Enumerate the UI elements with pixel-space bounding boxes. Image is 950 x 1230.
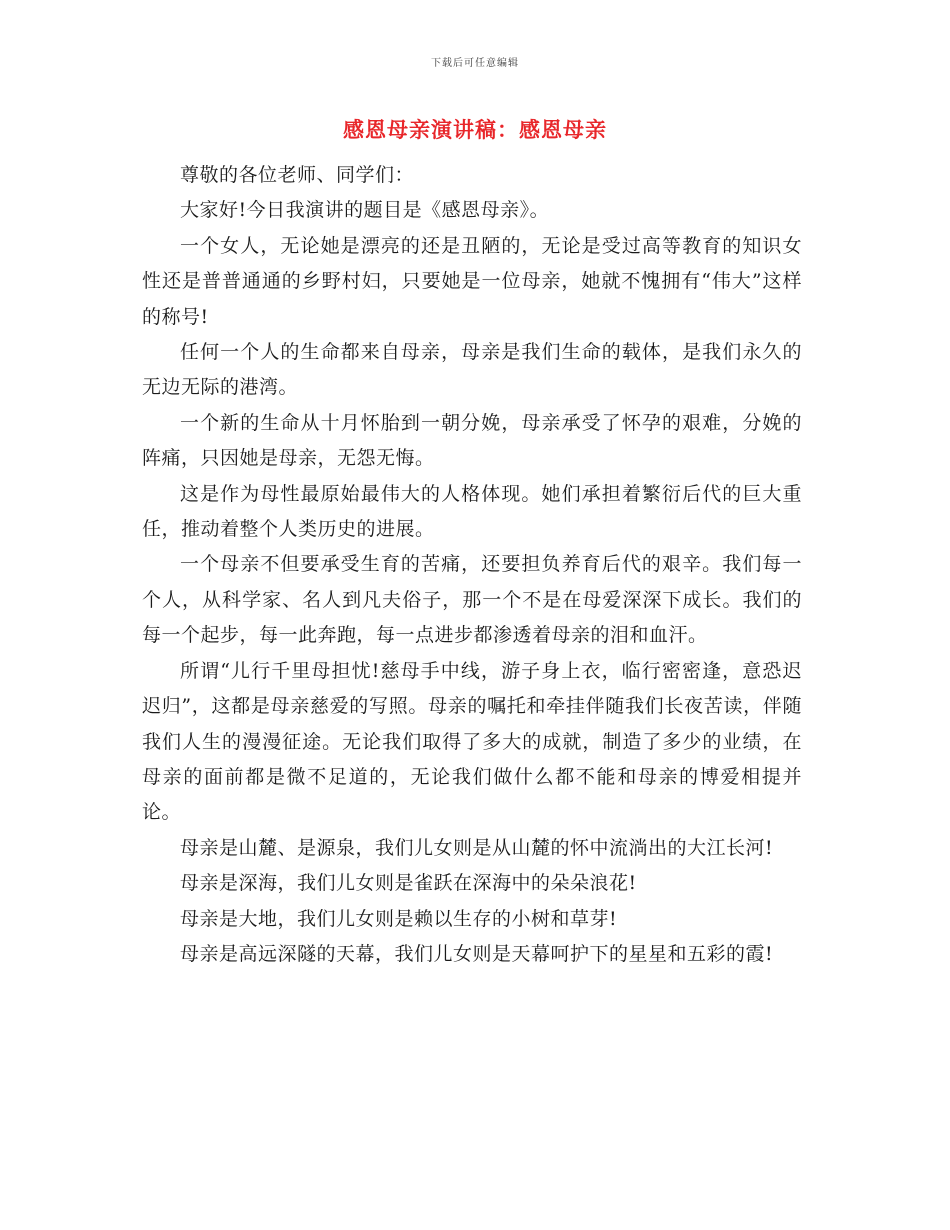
header-note: 下载后可任意编辑 — [431, 58, 519, 69]
paragraph: 所谓“儿行千里母担忧!慈母手中线，游子身上衣，临行密密逢，意恐迟迟归”，这都是母亲慈爱的写照。母亲的嘱托和牵挂伴随我们长夜苦读，伴随我们人生的漫漫征途。无论我们取得了多大的成就，制造了多少的业绩，在母亲的面前都是微不足道的，无论我们做什么都不能和母亲的博爱相提并论。 — [142, 659, 802, 824]
paragraph: 母亲是深海，我们儿女则是雀跃在深海中的朵朵浪花! — [180, 872, 637, 895]
paragraph: 母亲是山麓、是源泉，我们儿女则是从山麓的怀中流淌出的大江长河! — [180, 836, 774, 859]
paragraph: 大家好!今日我演讲的题目是《感恩母亲》。 — [180, 199, 550, 222]
paragraph: 尊敬的各位老师、同学们： — [180, 164, 415, 186]
paragraph: 一个女人，无论她是漂亮的还是丑陋的，无论是受过高等教育的知识女性还是普普通通的乡野村妇，只要她是一位母亲，她就不愧拥有“伟大”这样的称号! — [142, 234, 802, 328]
paragraph: 一个母亲不但要承受生育的苦痛，还要担负养育后代的艰辛。我们每一个人，从科学家、名人到凡夫俗子，那一个不是在母爱深深下成长。我们的每一个起步，每一此奔跑，每一点进步都渗透着母亲的泪和血汗。 — [142, 553, 802, 647]
paragraph: 这是作为母性最原始最伟大的人格体现。她们承担着繁衍后代的巨大重任，推动着整个人类历史的进展。 — [142, 482, 802, 541]
document-title: 感恩母亲演讲稿：感恩母亲 — [343, 118, 607, 142]
paragraph: 母亲是大地，我们儿女则是赖以生存的小树和草芽! — [180, 907, 618, 930]
paragraph: 任何一个人的生命都来自母亲，母亲是我们生命的载体，是我们永久的无边无际的港湾。 — [142, 341, 802, 399]
paragraph: 一个新的生命从十月怀胎到一朝分娩，母亲承受了怀孕的艰难，分娩的阵痛，只因她是母亲，无怨无悔。 — [142, 411, 802, 470]
paragraph: 母亲是高远深隧的天幕，我们儿女则是天幕呵护下的星星和五彩的霞! — [180, 942, 774, 965]
document-body — [142, 158, 802, 972]
